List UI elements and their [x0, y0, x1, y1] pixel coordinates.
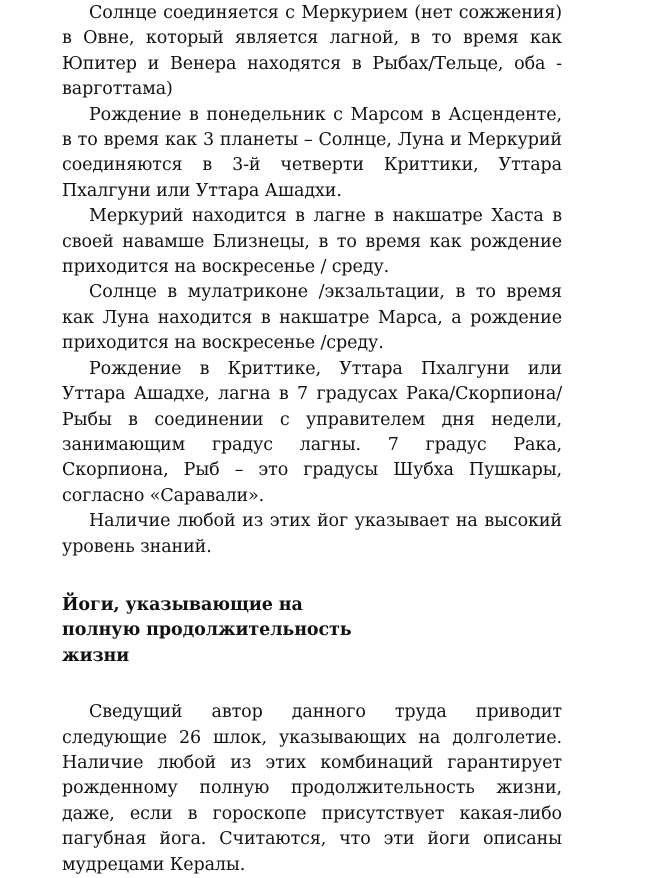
- paragraph-krittika-lagna: Рождение в Криттике, Уттара Пхалгуни или Уттара Ашадхе, лагна в 7 градусах Рака/Скорпиона/Рыбы в соединении с управителем дня недели, занимающим градус лагны. 7 градус Рака, Скорпиона, Рыб – это градусы Шубха Пушкары, согласно «Саравали».: [62, 358, 562, 506]
- paragraph-monday-mars-ascendant: Рождение в понедельник с Марсом в Асценденте, в то время как 3 планеты – Солнце, Луна и Меркурий соединяются в 3-й четверти Криттики, Уттара Пхалгуни или Уттара Ашадхи.: [62, 104, 562, 201]
- document-page: [62, 0, 562, 878]
- paragraph-yoga-knowledge-summary: Наличие любой из этих йог указывает на высокий уровень знаний.: [62, 511, 562, 557]
- paragraph-sun-mercury-aries: Солнце соединяется с Меркурием (нет сожжения) в Овне, который является лагной, в то время как Юпитер и Венера находятся в Рыбах/Тельце, оба - варготтама): [62, 3, 562, 100]
- paragraph-mercury-hasta: Меркурий находится в лагне в накшатре Хаста в своей навамше Близнецы, в то время как рождение приходится на воскресенье / среду.: [62, 206, 562, 278]
- paragraph-sun-mulatrikona: Солнце в мулатриконе /экзальтации, в то время как Луна находится в накшатре Марса, а рождение приходится на воскресенье /среду.: [62, 282, 562, 354]
- section-heading: Йоги, указывающие на полную продолжительность жизни: [62, 594, 352, 666]
- paragraph-longevity-intro: Сведущий автор данного труда приводит следующие 26 шлок, указывающих на долголетие. Наличие любой из этих комбинаций гарантирует рожденному полную продолжительность жизни, даже, если в гороскопе присутствует какая-либо пагубная йога. Считаются, что эти йоги описаны мудрецами Кералы.: [62, 702, 562, 875]
